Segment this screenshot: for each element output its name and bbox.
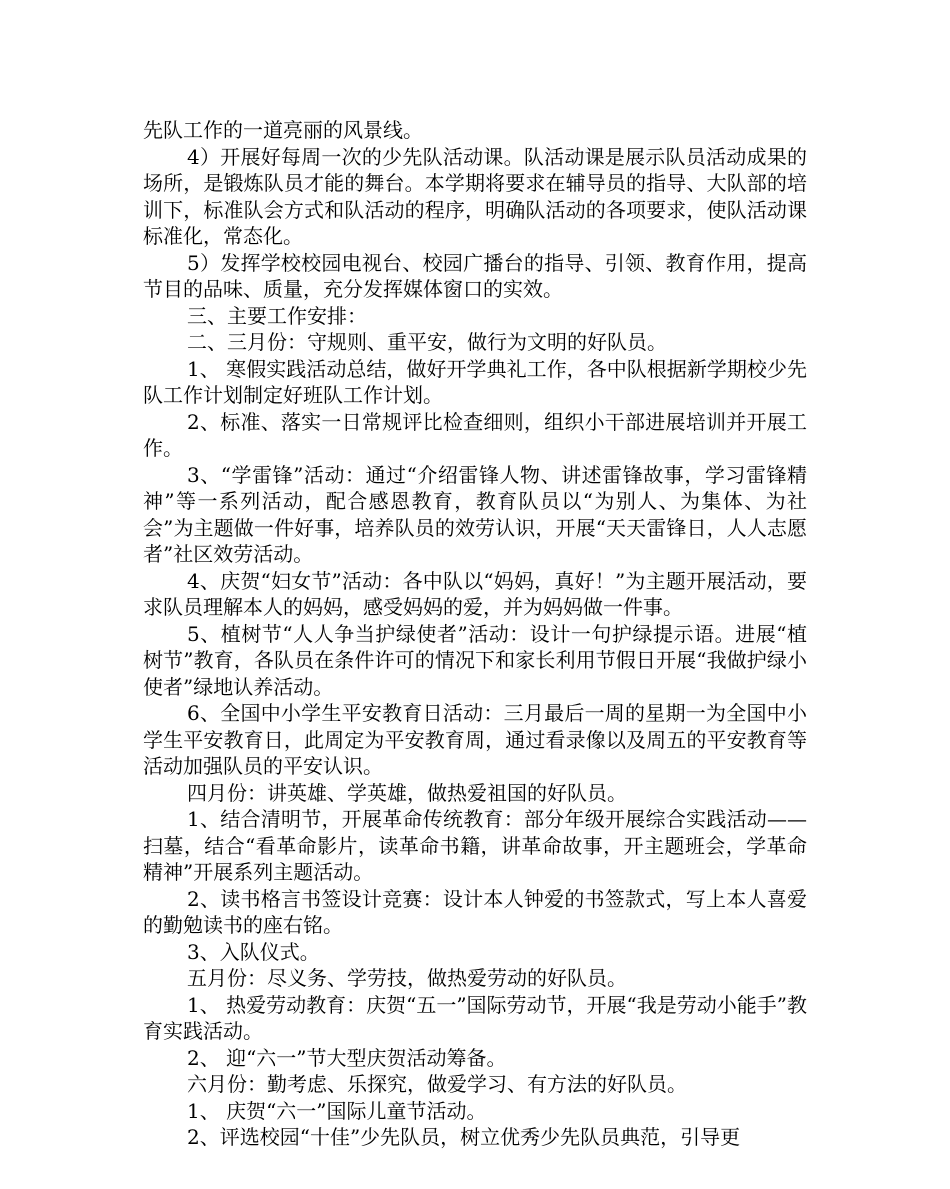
list-item: 1、 寒假实践活动总结，做好开学典礼工作，各中队根据新学期校少先队工作计划制定好班队工作计划。 bbox=[143, 356, 807, 407]
section-heading: 三、主要工作安排： bbox=[187, 303, 367, 328]
list-item: 2、标准、落实一日常规评比检查细则，组织小干部进展培训并开展工作。 bbox=[143, 409, 807, 460]
month-heading: 二、三月份：守规则、重平安，做行为文明的好队员。 bbox=[187, 330, 667, 354]
list-item: 1、结合清明节，开展革命传统教育：部分年级开展综合实践活动——扫墓，结合“看革命影片，读革命书籍，讲革命故事，开主题班会，学革命精神”开展系列主题活动。 bbox=[143, 807, 807, 884]
list-item: 4、庆贺“妇女节”活动：各中队以“妈妈，真好！”为主题开展活动，要求队员理解本人的妈妈，感受妈妈的爱，并为妈妈做一件事。 bbox=[143, 568, 807, 619]
list-item: 1、 庆贺“六一”国际儿童节活动。 bbox=[187, 1098, 487, 1123]
document-body bbox=[143, 117, 807, 1151]
month-heading: 六月份：勤考虑、乐探究，做爱学习、有方法的好队员。 bbox=[187, 1072, 687, 1096]
list-item: 2、 迎“六一”节大型庆贺活动筹备。 bbox=[187, 1045, 507, 1070]
list-item: 2、读书格言书签设计竞赛：设计本人钟爱的书签款式，写上本人喜爱的勤勉读书的座右铭。 bbox=[143, 886, 807, 937]
month-heading: 四月份：讲英雄、学英雄，做热爱祖国的好队员。 bbox=[187, 780, 627, 805]
list-item: 6、全国中小学生平安教育日活动：三月最后一周的星期一为全国中小学生平安教育日，此周定为平安教育周，通过看录像以及周五的平安教育等活动加强队员的平安认识。 bbox=[143, 701, 807, 778]
paragraph: 5）发挥学校校园电视台、校园广播台的指导、引领、教育作用，提高节目的品味、质量，充分发挥媒体窗口的实效。 bbox=[143, 250, 807, 301]
list-item: 2、评选校园“十佳”少先队员，树立优秀少先队员典范，引导更 bbox=[187, 1125, 741, 1149]
list-item: 5、植树节“人人争当护绿使者”活动：设计一句护绿提示语。进展“植树节”教育，各队员在条件许可的情况下和家长利用节假日开展“我做护绿小使者”绿地认养活动。 bbox=[143, 621, 807, 699]
month-heading: 五月份：尽义务、学劳技，做热爱劳动的好队员。 bbox=[187, 966, 627, 990]
paragraph: 4）开展好每周一次的少先队活动课。队活动课是展示队员活动成果的场所，是锻炼队员才能的舞台。本学期将要求在辅导员的指导、大队部的培训下，标准队会方式和队活动的程序，明确队活动的各项要求，使队活动课标准化，常态化。 bbox=[143, 144, 807, 248]
list-item: 1、 热爱劳动教育：庆贺“五一”国际劳动节，开展“我是劳动小能手”教育实践活动。 bbox=[143, 992, 807, 1043]
list-item: 3、入队仪式。 bbox=[187, 939, 320, 964]
paragraph: 先队工作的一道亮丽的风景线。 bbox=[143, 118, 423, 142]
list-item: 3、“学雷锋”活动：通过“介绍雷锋人物、讲述雷锋故事，学习雷锋精神”等一系列活动，配合感恩教育，教育队员以“为别人、为集体、为社会”为主题做一件好事，培养队员的效劳认识，开展“天天雷锋日，人人志愿者”社区效劳活动。 bbox=[143, 462, 807, 566]
